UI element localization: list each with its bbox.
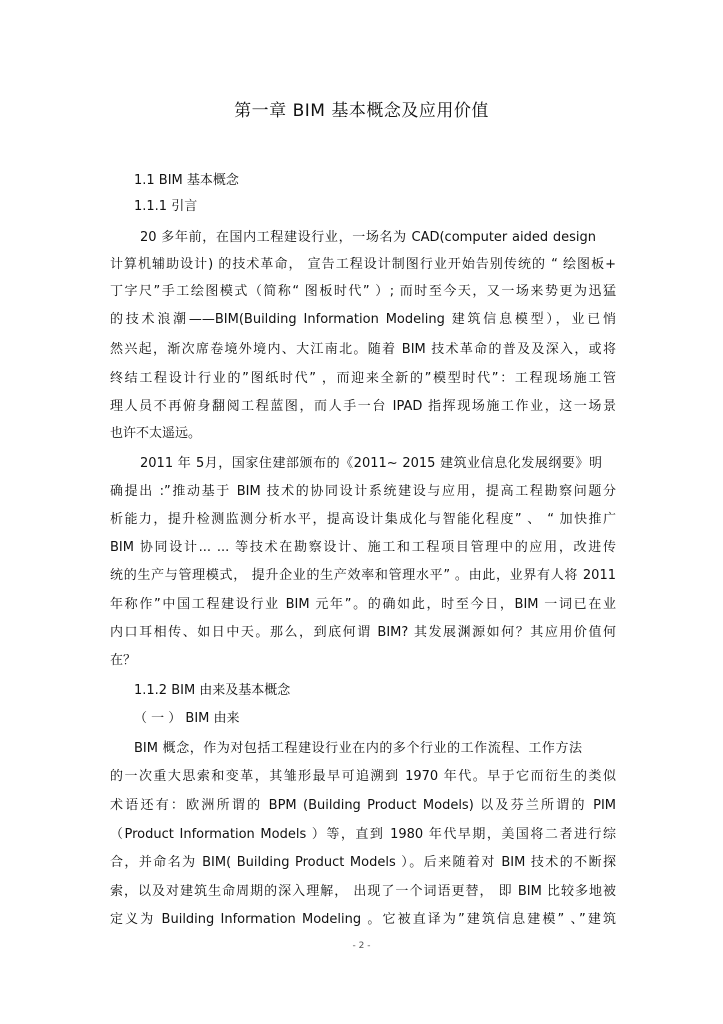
paragraph-line: 2011 年 5月，国家住建部颁布的《2011~ 2015 建筑业信息化发展纲要》明 [140,456,602,471]
subsubsection-heading: （ 一 ） BIM 由来 [134,711,240,726]
subsection-heading: 1.1.1 引言 [134,199,198,214]
section-heading: 1.1 BIM 基本概念 [134,173,239,188]
paragraph-line: 合，并命名为 BIM( Building Product Models ）。后来随着对 BIM 技术的不断探 [110,855,616,870]
paragraph-line: 计算机辅助设计) 的技术革命， 宣告工程设计制图行业开始告别传统的 “ 绘图板+ [110,257,616,272]
paragraph-line: 术语还有：欧洲所谓的 BPM (Building Product Models) 以及芬兰所谓的 PIM [110,798,616,813]
paragraph-line: 索，以及对建筑生命周期的深入理解， 出现了一个词语更替， 即 BIM 比较多地被 [110,884,616,899]
paragraph-line: 丁字尺”手工绘图模式（简称“ 图板时代” ）; 而时至今天，又一场来势更为迅猛 [110,284,616,299]
paragraph-line: 20 多年前，在国内工程建设行业，一场名为 CAD(computer aided design [140,230,596,245]
paragraph-line: 终结工程设计行业的”图纸时代” ，而迎来全新的”模型时代”：工程现场施工管 [110,371,616,386]
paragraph-line: 年称作”中国工程建设行业 BIM 元年”。的确如此，时至今日，BIM 一词已在业 [110,597,616,612]
page-number: - 2 - [352,941,371,951]
paragraph-line: 定义为 Building Information Modeling 。它被直译为”建筑信息建模” 、”建筑 [110,912,616,927]
paragraph-line: BIM 概念，作为对包括工程建设行业在内的多个行业的工作流程、工作方法 [134,741,582,756]
paragraph-line: 的技术浪潮——BIM(Building Information Modeling 建筑信息模型），业已悄 [110,312,616,327]
paragraph-line: 也许不太遥远。 [110,426,202,441]
subsection-heading: 1.1.2 BIM 由来及基本概念 [134,683,291,698]
paragraph-line: 析能力，提升检测监测分析水平，提高设计集成化与智能化程度” 、 “ 加快推广 [110,512,616,527]
paragraph-line: 内口耳相传、如日中天。那么，到底何谓 BIM? 其发展渊源如何？其应用价值何 [110,625,616,640]
paragraph-line: 理人员不再俯身翻阅工程蓝图，而人手一台 IPAD 指挥现场施工作业，这一场景 [110,399,616,414]
paragraph-line: 的一次重大思索和变革，其雏形最早可追溯到 1970 年代。早于它而衍生的类似 [110,769,616,784]
paragraph-line: 然兴起，渐次席卷境外境内、大江南北。随着 BIM 技术革命的普及及深入，或将 [110,342,616,357]
paragraph-line: （Product Information Models ）等，直到 1980 年代早期，美国将二者进行综 [110,827,616,842]
paragraph-line: 确提出 :”推动基于 BIM 技术的协同设计系统建设与应用，提高工程勘察问题分 [110,484,616,499]
chapter-title: 第一章 BIM 基本概念及应用价值 [234,101,489,121]
paragraph-line: BIM 协同设计... ... 等技术在勘察设计、施工和工程项目管理中的应用，改进传 [110,540,616,555]
paragraph-line: 统的生产与管理模式， 提升企业的生产效率和管理水平” 。由此，业界有人将 2011 [110,568,616,583]
paragraph-line: 在？ [110,653,137,668]
